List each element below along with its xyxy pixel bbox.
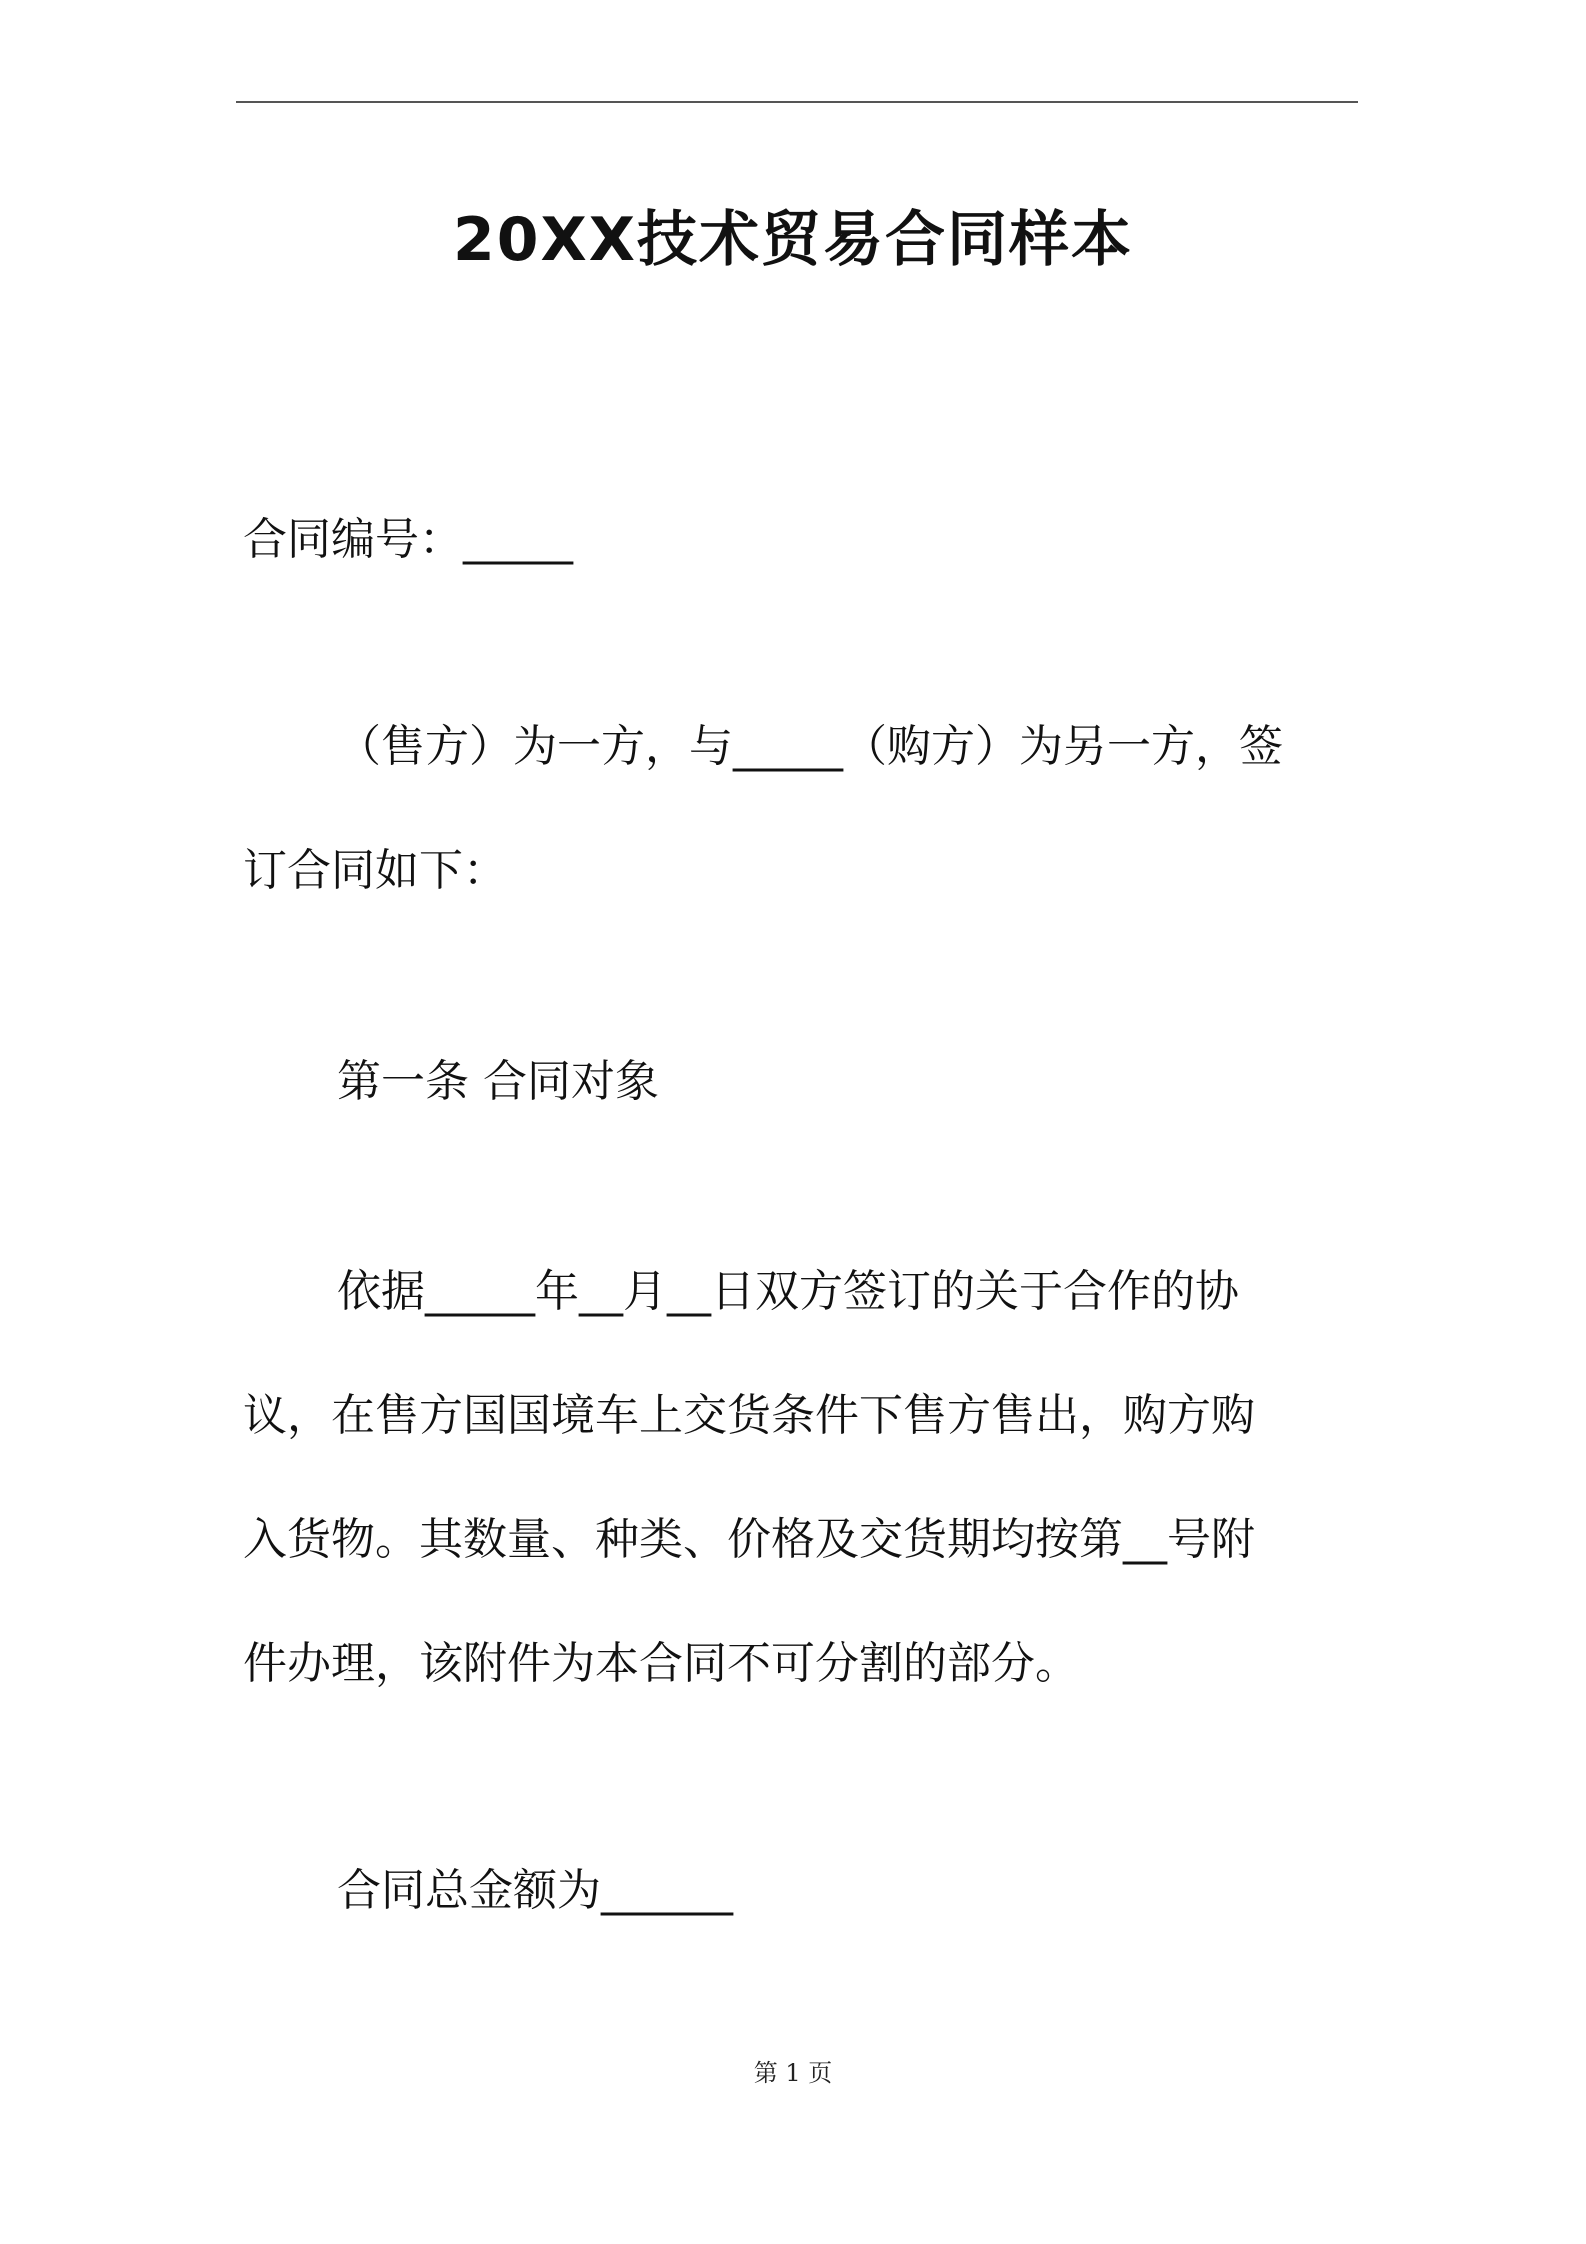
- article-1-heading: 第一条 合同对象: [337, 1056, 659, 1107]
- article-1-line-2: 议，在售方国国境车上交货条件下售方售出，购方购: [243, 1390, 1255, 1441]
- header-rule: [236, 101, 1358, 103]
- document-title: 20XX技术贸易合同样本: [452, 205, 1133, 275]
- article-1-line-1: 依据_____年__月__日双方签订的关于合作的协: [337, 1266, 1239, 1317]
- parties-paragraph-line-1: （售方）为一方，与_____（购方）为另一方，签: [337, 721, 1283, 772]
- page-number: 第 1 页: [753, 2059, 833, 2087]
- article-1-paragraph: [243, 1262, 1358, 1758]
- parties-paragraph-line-2: 订合同如下：: [243, 845, 507, 896]
- article-1-line-4: 件办理，该附件为本合同不可分割的部分。: [243, 1638, 1079, 1689]
- contract-number-line: 合同编号：_____: [243, 514, 573, 565]
- parties-paragraph: [243, 717, 1358, 965]
- total-amount-line: 合同总金额为______: [337, 1865, 733, 1916]
- article-1-line-3: 入货物。其数量、种类、价格及交货期均按第__号附: [243, 1514, 1255, 1565]
